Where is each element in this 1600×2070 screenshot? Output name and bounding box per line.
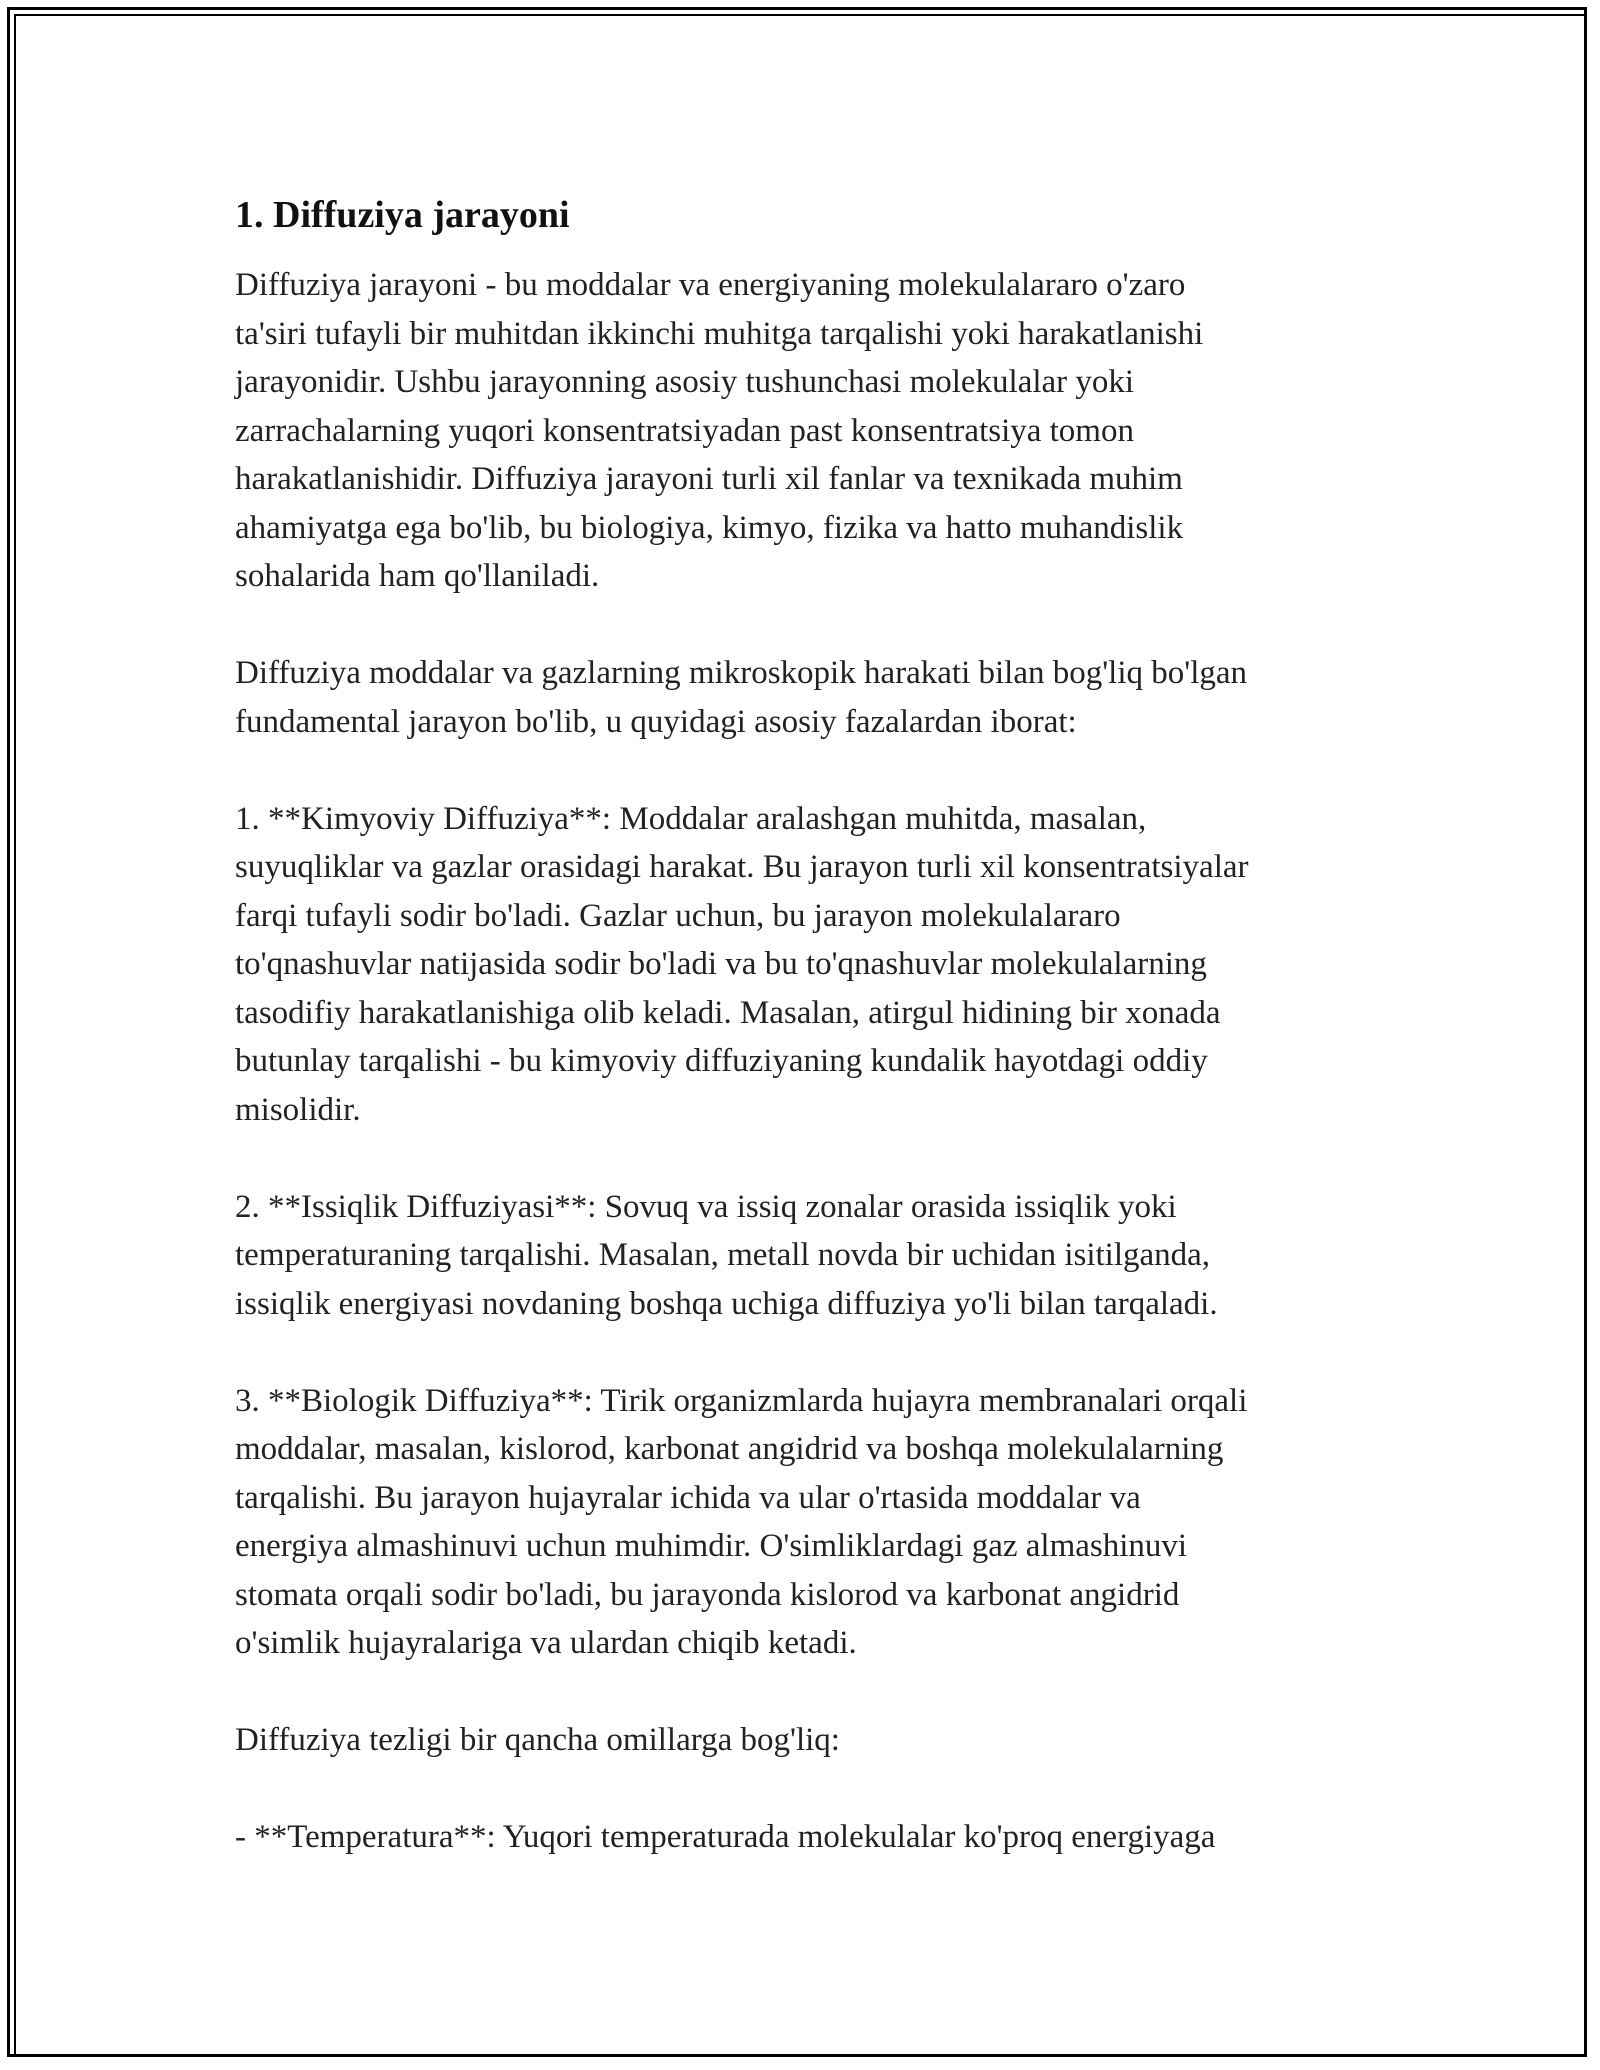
list-item-biological-diffusion: 3. **Biologik Diffuziya**: Tirik organizmlarda hujayra membranalari orqali moddalar, masalan, kislorod, karbonat angidrid va boshqa molekulalarning tarqalishi. Bu jarayon hujayralar ichida va ular o'rtasida moddalar va energiya almashinuvi uchun muhimdir. O'simliklardagi gaz almashinuvi stomata orqali sodir bo'ladi, bu jarayonda kislorod va karbonat angidrid o'simlik hujayralariga va ulardan chiqib ketadi.	[235, 1382, 1248, 1661]
paragraph-intro: Diffuziya jarayoni - bu moddalar va energiyaning molekulalararo o'zaro ta'siri tufayli bir muhitdan ikkinchi muhitga tarqalishi yoki harakatlanishi jarayonidir. Ushbu jarayonning asosiy tushunchasi molekulalar yoki zarrachalarning yuqori konsentratsiyadan past konsentratsiya tomon harakatlanishidir. Diffuziya jarayoni turli xil fanlar va texnikada muhim ahamiyatga ega bo'lib, bu biologiya, kimyo, fizika va hatto muhandislik sohalarida ham qo'llaniladi.	[235, 267, 1204, 594]
list-item-thermal-diffusion: 2. **Issiqlik Diffuziyasi**: Sovuq va issiq zonalar orasida issiqlik yoki temperaturaning tarqalishi. Masalan, metall novda bir uchidan isitilganda, issiqlik energiyasi novdaning boshqa uchiga diffuziya yo'li bilan tarqaladi.	[235, 1188, 1218, 1322]
paragraph-phases-intro: Diffuziya moddalar va gazlarning mikroskopik harakati bilan bog'liq bo'lgan fundamental jarayon bo'lib, u quyidagi asosiy fazalardan iborat:	[235, 655, 1248, 740]
list-item-chemical-diffusion: 1. **Kimyoviy Diffuziya**: Moddalar aralashgan muhitda, masalan, suyuqliklar va gazlar orasidagi harakat. Bu jarayon turli xil konsentratsiyalar farqi tufayli sodir bo'ladi. Gazlar uchun, bu jarayon molekulalararo to'qnashuvlar natijasida sodir bo'ladi va bu to'qnashuvlar molekulalarning tasodifiy harakatlanishiga olib keladi. Masalan, atirgul hidining bir xonada butunlay tarqalishi - bu kimyoviy diffuziyaning kundalik hayotdagi oddiy misolidir.	[235, 800, 1249, 1128]
paragraph-factors-intro: Diffuziya tezligi bir qancha omillarga bog'liq:	[235, 1722, 840, 1758]
document-body	[235, 185, 1385, 1910]
list-item-temperature: - **Temperatura**: Yuqori temperaturada molekulalar ko'proq energiyaga	[235, 1819, 1216, 1855]
section-heading: 1. Diffuziya jarayoni	[235, 194, 570, 236]
